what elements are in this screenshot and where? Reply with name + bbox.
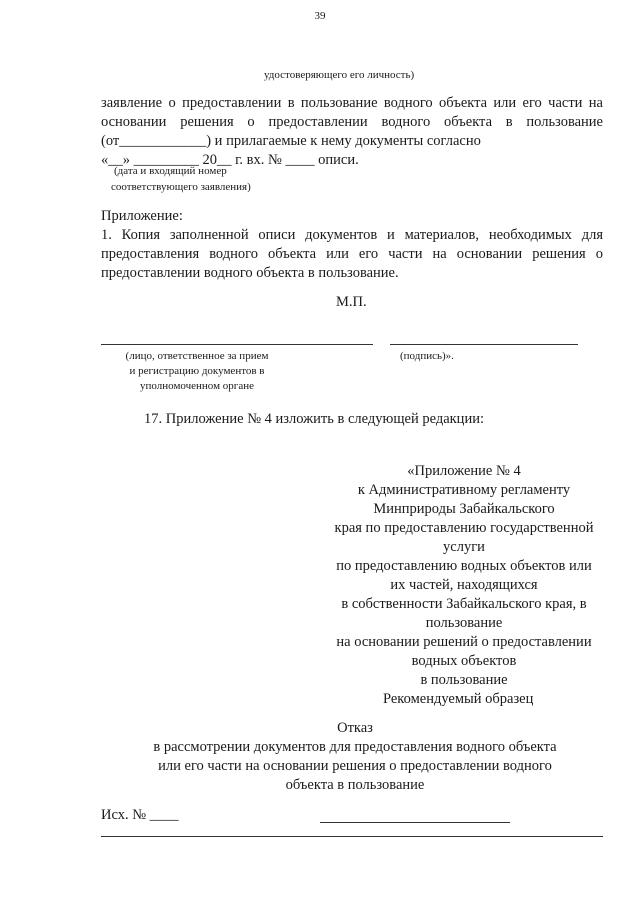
appendix-header-line: «Приложение № 4 (407, 463, 521, 479)
appendix-header-line: края по предоставлению государственной (334, 520, 594, 536)
appendix-header-line: пользование (425, 615, 503, 631)
appendix-header-line: по предоставлению водных объектов или (336, 558, 592, 574)
refusal-subtitle-line: или его части на основании решения о предоставлении водного (158, 758, 552, 774)
date-note-line: (дата и входящий номер (114, 165, 227, 177)
attachment-heading: Приложение: (101, 208, 183, 224)
refusal-subtitle-line: объекта в пользование (285, 777, 425, 793)
appendix-header-line: водных объектов (411, 653, 517, 669)
signature-line (390, 344, 578, 345)
refusal-subtitle-line: в рассмотрении документов для предоставления водного объекта (153, 739, 557, 755)
outgoing-signature-line (320, 822, 510, 823)
identity-tail: удостоверяющего его личность) (264, 69, 415, 81)
stamp-place: М.П. (336, 294, 367, 310)
responsible-signature-line (101, 344, 373, 345)
bottom-divider-line (101, 836, 603, 837)
appendix-header-line: их частей, находящихся (390, 577, 538, 593)
appendix-header-line: Минприроды Забайкальского (373, 501, 555, 517)
attachment-line: предоставлении водного объекта в пользование. (101, 265, 399, 281)
appendix-header-line: услуги (443, 539, 485, 555)
responsible-note-line: уполномоченном органе (140, 380, 254, 392)
attachment-section (101, 207, 603, 283)
application-paragraph (101, 94, 603, 170)
attachment-line: предоставления водного объекта или его части на основании решения о (101, 246, 603, 262)
amendment-text: 17. Приложение № 4 изложить в следующей редакции: (144, 411, 484, 427)
responsible-note-line: и регистрацию документов в (129, 365, 265, 377)
page-number: 39 (314, 10, 326, 22)
recommended-sample: Рекомендуемый образец (383, 691, 534, 707)
application-line: основании решения о предоставлении водного объекта в пользование (101, 114, 603, 130)
appendix-header (322, 462, 606, 690)
responsible-note-line: (лицо, ответственное за прием (125, 350, 269, 362)
refusal-subtitle (0, 738, 640, 795)
signature-note: (подпись)». (400, 350, 454, 362)
appendix-header-line: в пользование (420, 672, 508, 688)
refusal-title: Отказ (337, 720, 373, 736)
date-note (111, 164, 251, 194)
responsible-note (112, 349, 282, 394)
attachment-line: 1. Копия заполненной описи документов и материалов, необходимых для (101, 227, 603, 243)
outgoing-number-label: Исх. № ____ (101, 807, 179, 823)
appendix-header-line: на основании решений о предоставлении (336, 634, 592, 650)
application-line: «__» _________ 20__ г. вх. № ____ описи. (101, 152, 359, 168)
application-line: (от____________) и прилагаемые к нему документы согласно (101, 133, 481, 149)
appendix-header-line: в собственности Забайкальского края, в (341, 596, 587, 612)
date-note-line: соответствующего заявления) (111, 181, 251, 193)
application-line: заявление о предоставлении в пользование водного объекта или его части на (101, 95, 603, 111)
appendix-header-line: к Административному регламенту (357, 482, 571, 498)
